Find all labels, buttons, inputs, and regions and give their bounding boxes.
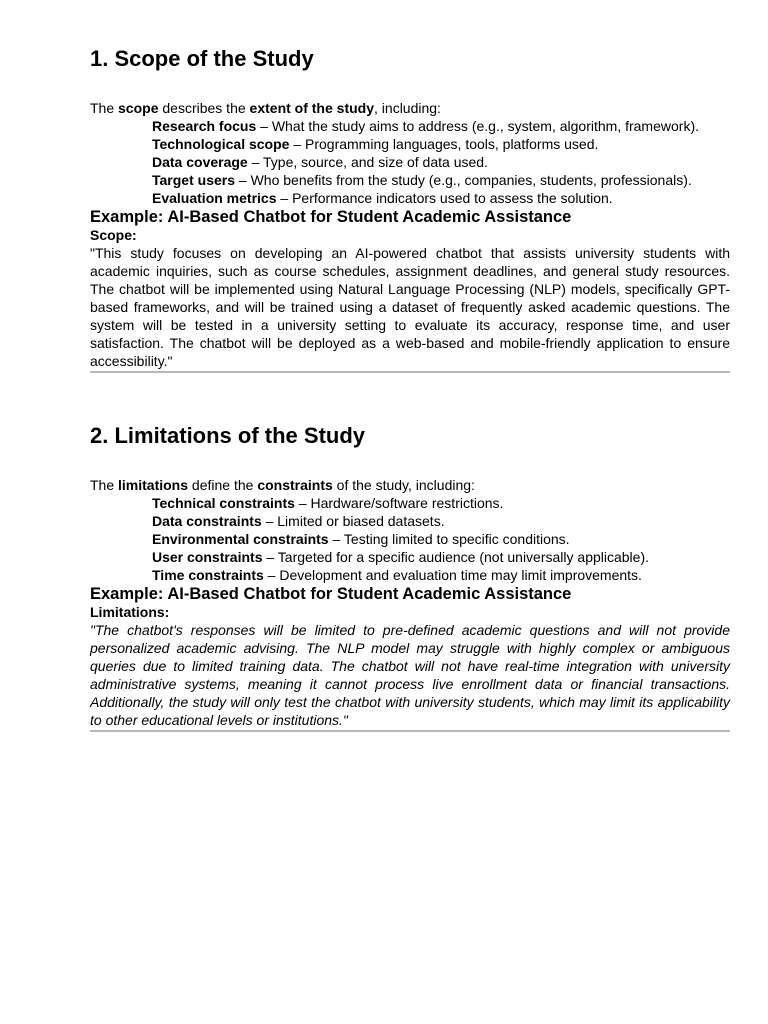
- scope-example-title: Example: AI-Based Chatbot for Student Academic Assistance: [90, 208, 572, 226]
- scope-example-label: Scope:: [90, 227, 137, 243]
- scope-intro: The scope describes the extent of the study, including:: [90, 100, 441, 116]
- scope-section: [90, 44, 730, 373]
- list-item: User constraints – Targeted for a specific audience (not universally applicable).: [152, 549, 650, 565]
- limitations-intro: The limitations define the constraints of the study, including:: [90, 477, 475, 493]
- list-item: Time constraints – Development and evaluation time may limit improvements.: [152, 567, 642, 583]
- section-divider: [90, 371, 730, 373]
- scope-heading: 1. Scope of the Study: [90, 46, 314, 71]
- list-item: Technological scope – Programming languages, tools, platforms used.: [152, 136, 599, 152]
- list-item: Data coverage – Type, source, and size of data used.: [152, 154, 488, 170]
- limitations-example-label: Limitations:: [90, 604, 170, 620]
- limitations-example-text: "The chatbot's responses will be limited to pre-defined academic questions and will not provide personalized academic advising. The NLP model may struggle with highly complex or ambiguous queries due to limited training data. The chatbot will not have real-time integration with university administrative systems, meaning it cannot process live enrollment data or financial transactions. Additionally, the study will only test the chatbot with university students, which may limit its applicability to other educational levels or institutions.": [90, 622, 730, 728]
- list-item: Target users – Who benefits from the study (e.g., companies, students, professionals).: [152, 172, 692, 188]
- list-item: Environmental constraints – Testing limited to specific conditions.: [152, 531, 570, 547]
- scope-list: [90, 117, 730, 207]
- list-item: Evaluation metrics – Performance indicators used to assess the solution.: [152, 190, 613, 206]
- list-item: Research focus – What the study aims to address (e.g., system, algorithm, framework).: [152, 118, 699, 134]
- limitations-section: [90, 421, 730, 732]
- limitations-heading: 2. Limitations of the Study: [90, 423, 366, 448]
- list-item: Technical constraints – Hardware/software restrictions.: [152, 495, 504, 511]
- list-item: Data constraints – Limited or biased datasets.: [152, 513, 445, 529]
- section-divider: [90, 730, 730, 732]
- limitations-example-title: Example: AI-Based Chatbot for Student Academic Assistance: [90, 585, 572, 603]
- limitations-list: [90, 494, 730, 584]
- scope-example-text: "This study focuses on developing an AI-powered chatbot that assists university students with academic inquiries, such as course schedules, assignment deadlines, and general study resources. The chatbot will be implemented using Natural Language Processing (NLP) models, specifically GPT-based frameworks, and will be trained using a dataset of frequently asked academic questions. The system will be tested in a university setting to evaluate its accuracy, response time, and user satisfaction. The chatbot will be deployed as a web-based and mobile-friendly application to ensure accessibility.": [90, 245, 730, 369]
